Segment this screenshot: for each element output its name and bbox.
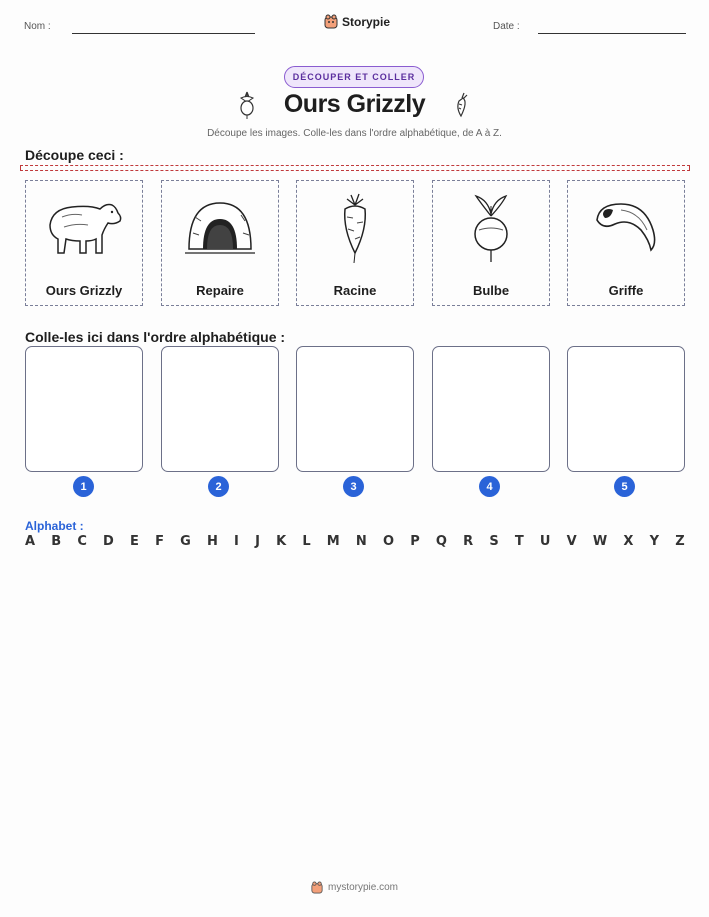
alphabet-letter: M [326, 534, 340, 549]
alphabet-letter: O [382, 534, 395, 549]
slot-number-2: 2 [208, 476, 229, 497]
footer [0, 881, 709, 894]
name-line [72, 33, 255, 34]
activity-badge: DÉCOUPER ET COLLER [284, 66, 424, 88]
paste-slot-1[interactable] [25, 346, 143, 472]
brand-name: Storypie [342, 14, 391, 29]
paste-section-title: Colle-les ici dans l'ordre alphabétique : [25, 329, 286, 345]
alphabet-letter: F [155, 534, 164, 549]
brand-logo [324, 14, 390, 29]
alphabet-letter: X [623, 534, 634, 549]
alphabet-letter: L [302, 534, 311, 549]
alphabet-letter: T [514, 534, 524, 549]
alphabet-label: Alphabet : [25, 519, 84, 533]
alphabet-letter: D [103, 534, 114, 549]
paste-slot-5[interactable] [567, 346, 685, 472]
alphabet-letter: U [539, 534, 551, 549]
storypie-mascot-icon [311, 881, 323, 894]
den-icon [185, 197, 255, 259]
alphabet-letter: Y [649, 534, 660, 549]
name-label: Nom : [24, 21, 51, 32]
alphabet-letter: C [77, 534, 87, 549]
alphabet-letter: I [234, 534, 239, 549]
alphabet-letter: P [410, 534, 420, 549]
paste-slot-3[interactable] [296, 346, 414, 472]
cut-card-griffe[interactable] [567, 180, 685, 306]
carrot-decor-icon [450, 90, 472, 120]
slot-number-1: 1 [73, 476, 94, 497]
alphabet-letter: K [276, 534, 287, 549]
alphabet-letter: Z [675, 534, 685, 549]
bear-icon [42, 195, 126, 261]
storypie-mascot-icon [324, 14, 338, 29]
alphabet-letter: S [489, 534, 499, 549]
date-label: Date : [493, 21, 520, 32]
alphabet-letter: E [130, 534, 139, 549]
claw-icon [591, 200, 661, 256]
date-line [538, 33, 686, 34]
instructions: Découpe les images. Colle-les dans l'ordre alphabétique, de A à Z. [207, 128, 502, 139]
paste-slot-4[interactable] [432, 346, 550, 472]
alphabet-letter: H [206, 534, 218, 549]
alphabet-letter: N [355, 534, 367, 549]
paste-slot-2[interactable] [161, 346, 279, 472]
cut-line [20, 165, 690, 171]
alphabet-row [25, 534, 685, 550]
cut-card-repaire[interactable] [161, 180, 279, 306]
alphabet-letter: R [463, 534, 474, 549]
alphabet-letter: B [51, 534, 62, 549]
alphabet-letter: A [25, 534, 36, 549]
slot-number-5: 5 [614, 476, 635, 497]
card-label: Griffe [608, 283, 644, 298]
alphabet-letter: G [180, 534, 191, 549]
footer-site[interactable]: mystorypie.com [327, 882, 398, 893]
card-label: Bulbe [472, 283, 510, 298]
alphabet-letter: J [255, 534, 260, 549]
alphabet-letter: Q [435, 534, 447, 549]
root-icon [333, 191, 377, 265]
cut-card-ours-grizzly[interactable] [25, 180, 143, 306]
cut-card-racine[interactable] [296, 180, 414, 306]
card-label: Ours Grizzly [45, 283, 123, 298]
card-label: Racine [333, 283, 377, 298]
alphabet-letter: W [592, 534, 608, 549]
bulb-icon [466, 192, 516, 264]
alphabet-letter: V [566, 534, 577, 549]
slot-number-3: 3 [343, 476, 364, 497]
slot-number-4: 4 [479, 476, 500, 497]
cut-card-bulbe[interactable] [432, 180, 550, 306]
card-label: Repaire [196, 283, 244, 298]
cut-section-title: Découpe ceci : [25, 147, 124, 163]
page-title: Ours Grizzly [283, 90, 426, 118]
